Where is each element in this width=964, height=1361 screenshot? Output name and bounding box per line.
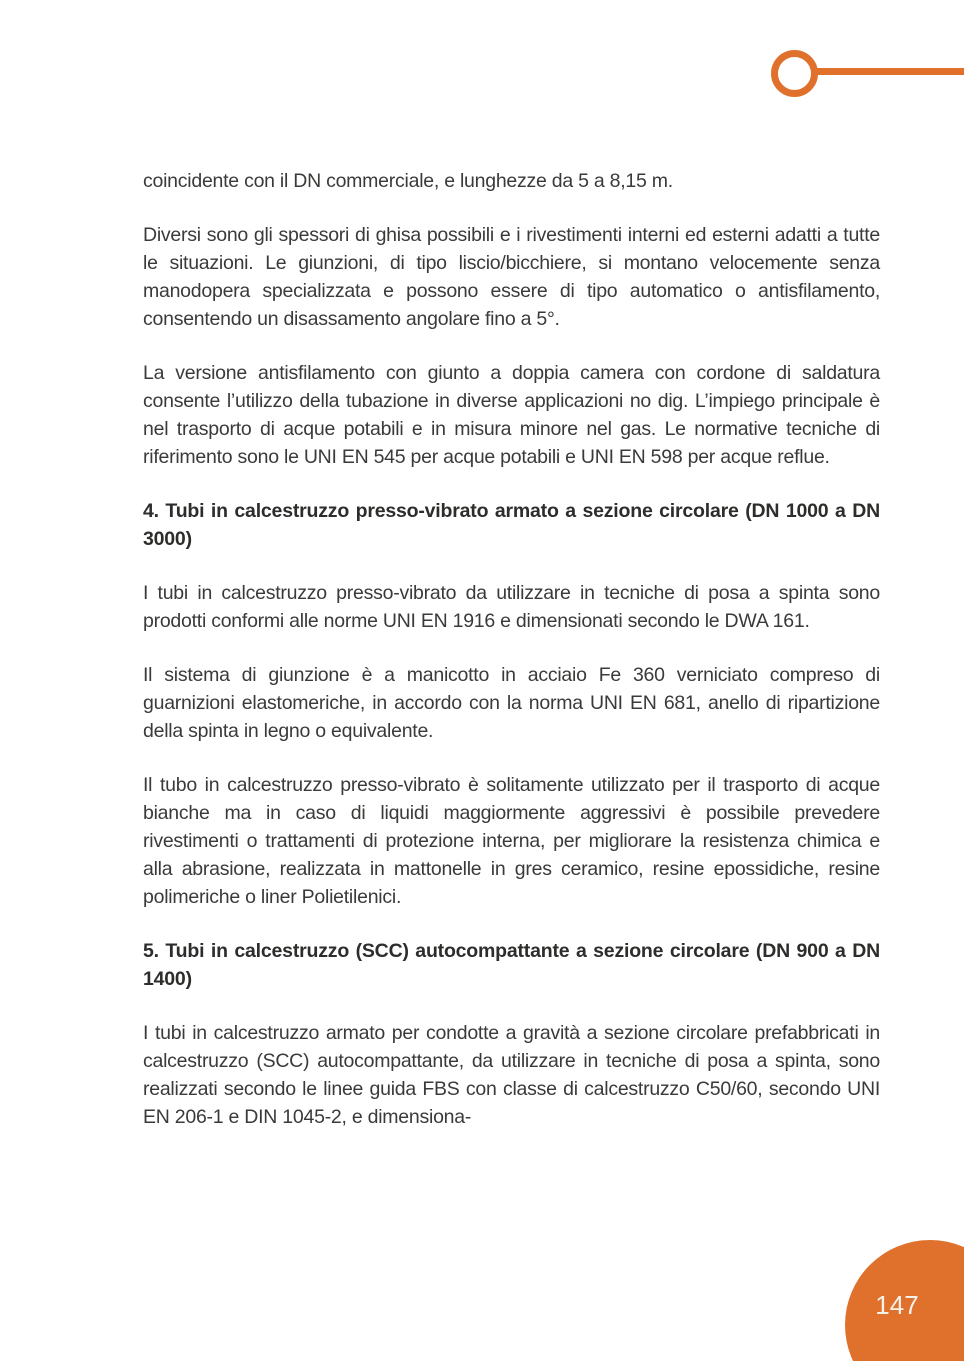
body-paragraph: Il tubo in calcestruzzo presso-vibrato è solitamente utilizzato per il trasporto di acque bianche ma in caso di liquidi maggiormente aggressivi è possibile prevedere rivestimenti o trattamenti di protezione interna, per migliorare la resistenza chimica e alla abrasione, realizzata in mattonelle in gres ceramico, resine epossidiche, resine polimeriche o liner Polietilenici. xyxy=(143,774,880,908)
section-heading: 5. Tubi in calcestruzzo (SCC) autocompattante a sezione circolare (DN 900 a DN 1400) xyxy=(143,940,880,990)
section-heading: 4. Tubi in calcestruzzo presso-vibrato armato a sezione circolare (DN 1000 a DN 3000) xyxy=(143,500,880,550)
body-paragraph: coincidente con il DN commerciale, e lunghezze da 5 a 8,15 m. xyxy=(143,170,673,192)
page-number-badge xyxy=(845,1240,964,1361)
marker-line xyxy=(817,68,964,75)
body-paragraph: I tubi in calcestruzzo presso-vibrato da utilizzare in tecniche di posa a spinta sono prodotti conformi alle norme UNI EN 1916 e dimensionati secondo le DWA 161. xyxy=(143,582,880,632)
body-paragraph: I tubi in calcestruzzo armato per condotte a gravità a sezione circolare prefabbricati in calcestruzzo (SCC) autocompattante, da utilizzare in tecniche di posa a spinta, sono realizzati secondo le linee guida FBS con classe di calcestruzzo C50/60, secondo UNI EN 206-1 e DIN 1045-2, e dimensiona- xyxy=(143,1022,880,1128)
body-paragraph: Diversi sono gli spessori di ghisa possibili e i rivestimenti interni ed esterni adatti a tutte le situazioni. Le giunzioni, di tipo liscio/bicchiere, si montano velocemente senza manodopera specializzata e possono essere di tipo automatico o antisfilamento, consentendo un disassamento angolare fino a 5°. xyxy=(143,224,880,330)
body-paragraph: Il sistema di giunzione è a manicotto in acciaio Fe 360 verniciato compreso di guarnizioni elastomeriche, in accordo con la norma UNI EN 681, anello di ripartizione della spinta in legno o equivalente. xyxy=(143,664,880,742)
body-paragraph: La versione antisfilamento con giunto a doppia camera con cordone di saldatura consente l’utilizzo della tubazione in diverse applicazioni no dig. L’impiego principale è nel trasporto di acque potabili e in misura minore nel gas. Le normative tecniche di riferimento sono le UNI EN 545 per acque potabili e UNI EN 598 per acque reflue. xyxy=(143,362,880,468)
page-content xyxy=(143,167,880,1157)
circle-ring-icon xyxy=(771,50,818,97)
page-number: 147 xyxy=(875,1290,919,1320)
